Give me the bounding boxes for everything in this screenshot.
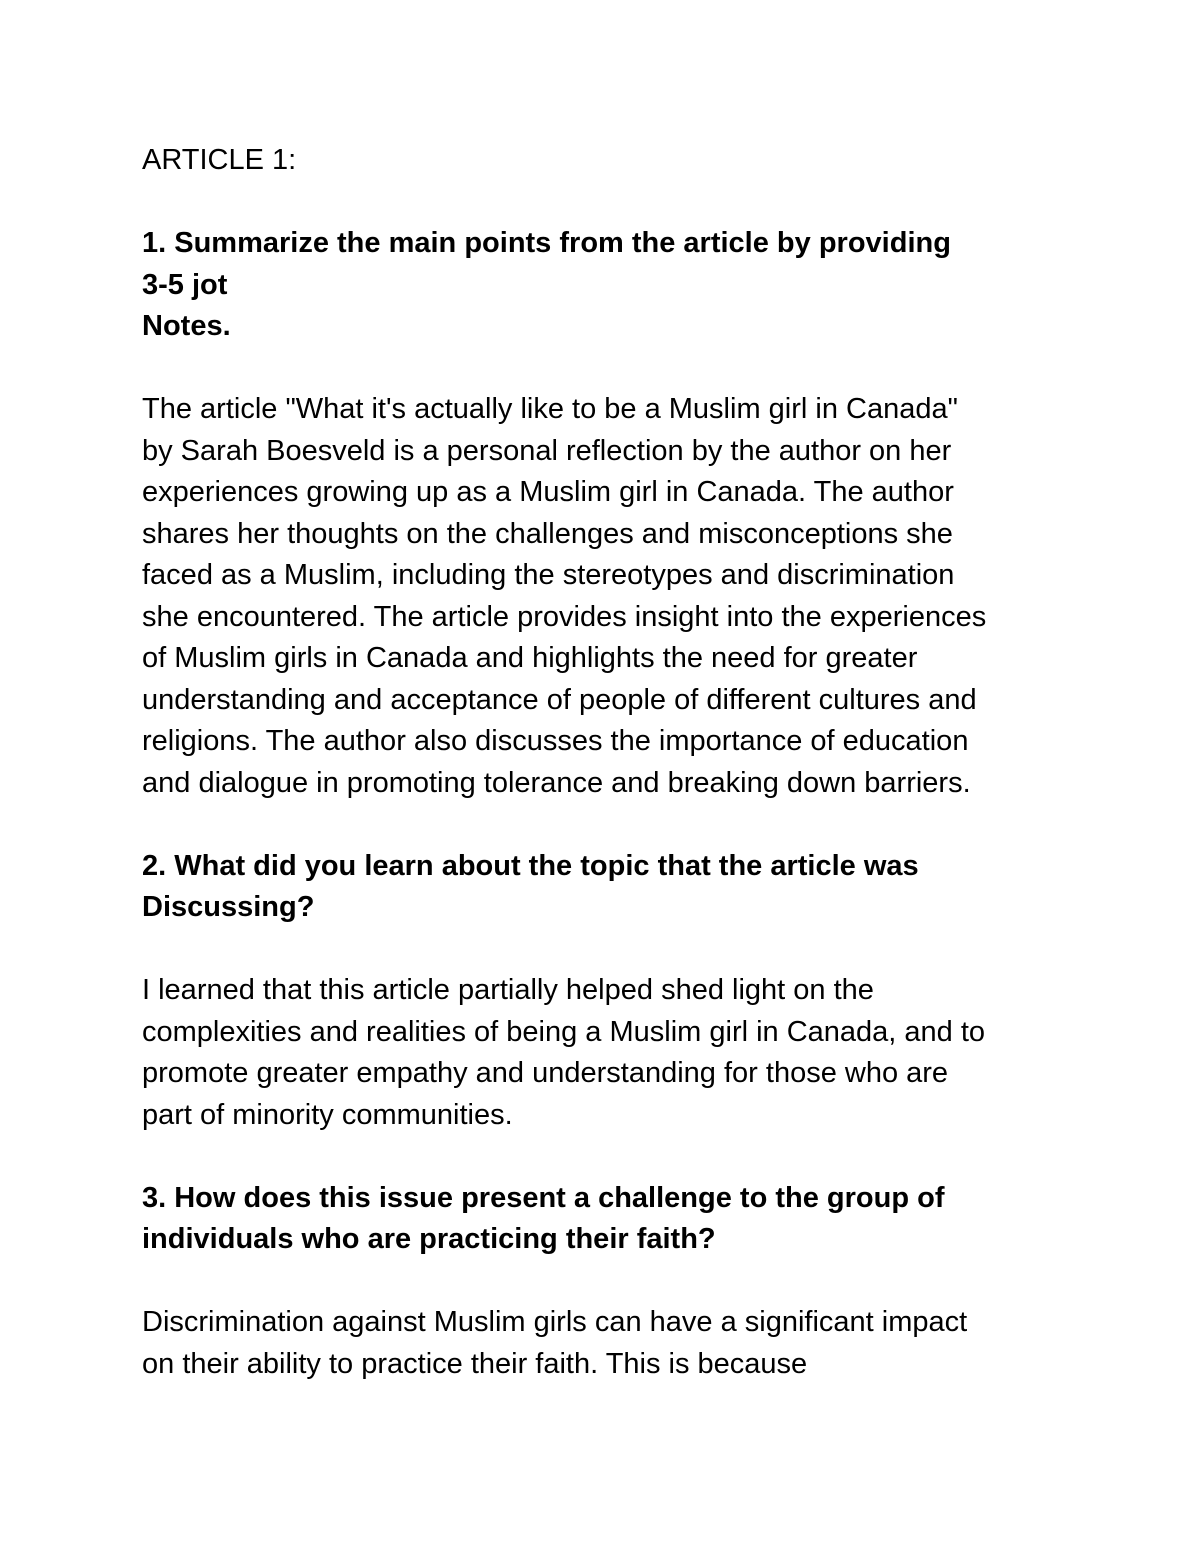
spacer (142, 182, 1082, 224)
answer-1-line: of Muslim girls in Canada and highlights the need for greater (142, 642, 918, 674)
answer-1 (142, 389, 1082, 804)
spacer (142, 804, 1082, 846)
spacer (142, 348, 1082, 390)
answer-1-line: experiences growing up as a Muslim girl in Canada. The author (142, 476, 954, 508)
answer-3 (142, 1302, 1082, 1385)
spacer (142, 1136, 1082, 1178)
spacer (142, 929, 1082, 971)
answer-1-line: understanding and acceptance of people of different cultures and (142, 683, 977, 716)
question-2-line: Discussing? (142, 891, 315, 923)
answer-2-line: I learned that this article partially helped shed light on the (142, 974, 874, 1006)
answer-1-line: she encountered. The article provides insight into the experiences (142, 600, 987, 633)
answer-3-line: on their ability to practice their faith. This is because (142, 1347, 808, 1380)
answer-1-line: religions. The author also discusses the importance of education (142, 725, 969, 757)
question-3-line: individuals who are practicing their faith? (142, 1223, 716, 1255)
answer-3-line: Discrimination against Muslim girls can have a significant impact (142, 1306, 968, 1338)
answer-2-line: promote greater empathy and understanding for those who are (142, 1057, 949, 1089)
answer-2-line: part of minority communities. (142, 1098, 513, 1131)
spacer (142, 1261, 1082, 1303)
question-3-line: 3. How does this issue present a challenge to the group of (142, 1181, 945, 1214)
answer-1-line: shares her thoughts on the challenges and misconceptions she (142, 517, 953, 550)
answer-1-line: The article "What it's actually like to be a Muslim girl in Canada" (142, 393, 958, 425)
answer-1-line: and dialogue in promoting tolerance and breaking down barriers. (142, 766, 971, 799)
question-3 (142, 1178, 1082, 1261)
answer-1-line: faced as a Muslim, including the stereotypes and discrimination (142, 559, 955, 591)
question-1-line: 1. Summarize the main points from the article by providing (142, 227, 951, 259)
question-1-line: 3-5 jot (142, 268, 228, 301)
answer-1-line: by Sarah Boesveld is a personal reflection by the author on her (142, 434, 952, 467)
answer-2 (142, 970, 1082, 1136)
question-1 (142, 223, 1082, 348)
question-2-line: 2. What did you learn about the topic that the article was (142, 849, 919, 882)
document-body (142, 140, 1082, 1385)
answer-2-line: complexities and realities of being a Muslim girl in Canada, and to (142, 1015, 986, 1048)
question-1-line: Notes. (142, 310, 231, 342)
question-2 (142, 846, 1082, 929)
document-heading: ARTICLE 1: (142, 144, 297, 176)
